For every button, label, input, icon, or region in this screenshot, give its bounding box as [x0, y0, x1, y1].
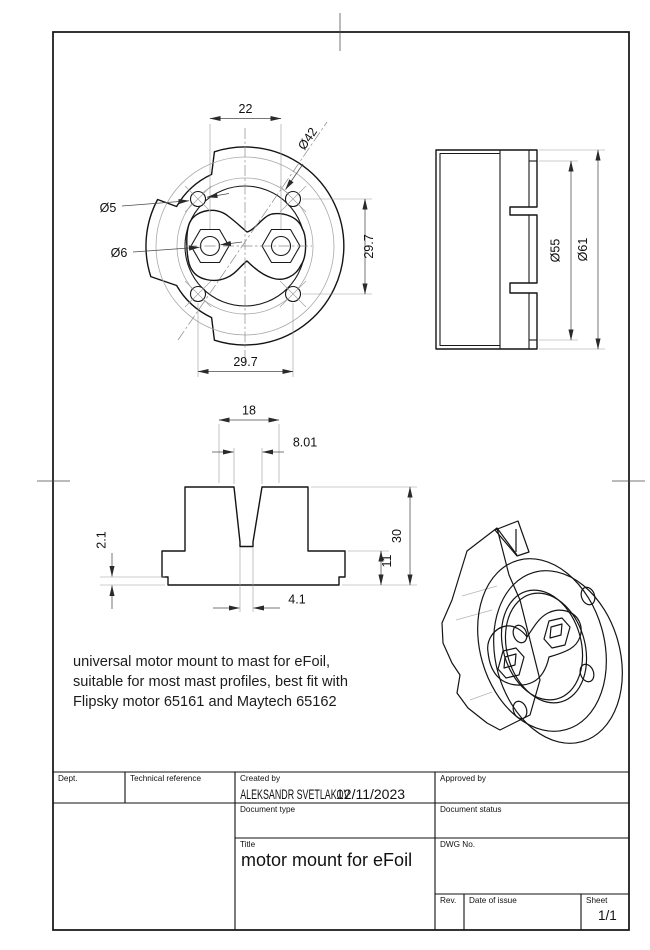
dim-front-pitch-right: 29.7 [362, 234, 376, 259]
dim-section-height: 30 [390, 529, 404, 543]
dim-front-pitch-bottom: 29.7 [233, 355, 258, 369]
sheet-label: Sheet [586, 896, 608, 905]
created-by-name: ALEKSANDR SVETLAKOV [240, 788, 350, 803]
note-line-2: suitable for most mast profiles, best fit with [73, 674, 348, 690]
title-label: Title [240, 840, 256, 849]
dim-side-boss: Ø55 [548, 238, 563, 263]
drawing-title: motor mount for eFoil [241, 850, 413, 870]
dim-section-slot-top: 8.01 [292, 435, 318, 450]
title-block [53, 772, 629, 930]
isometric-view [442, 521, 642, 759]
dim-side-flange: Ø61 [576, 237, 590, 262]
dim-front-pitch-top: 22 [238, 102, 253, 116]
section-view [95, 404, 418, 613]
dim-section-plate: 2.1 [94, 531, 109, 549]
dim-section-base: 11 [380, 554, 394, 568]
sheet-value: 1/1 [598, 908, 617, 923]
note-line-1: universal motor mount to mast for eFoil, [73, 654, 331, 670]
side-view [436, 150, 605, 349]
note-line-3: Flipsky motor 65161 and Maytech 65162 [73, 694, 337, 710]
approved-by-label: Approved by [440, 774, 486, 783]
dim-section-slot-bottom: 4.1 [288, 592, 306, 607]
created-by-label: Created by [240, 774, 281, 783]
note-block [73, 654, 348, 710]
dim-front-small-hole: Ø5 [99, 201, 117, 215]
dwg-no-label: DWG No. [440, 840, 476, 849]
technical-reference-label: Technical reference [130, 774, 201, 783]
dept-label: Dept. [58, 774, 78, 783]
dim-front-hex-hole: Ø6 [110, 246, 128, 260]
created-date: 12/11/2023 [336, 786, 406, 802]
document-status-label: Document status [440, 805, 502, 814]
dim-front-bolt-circle: Ø42 [295, 125, 321, 153]
dim-section-top-width: 18 [242, 403, 256, 418]
front-view [100, 102, 376, 377]
document-type-label: Document type [240, 805, 296, 814]
rev-label: Rev. [440, 896, 457, 905]
date-of-issue-label: Date of issue [469, 896, 517, 905]
